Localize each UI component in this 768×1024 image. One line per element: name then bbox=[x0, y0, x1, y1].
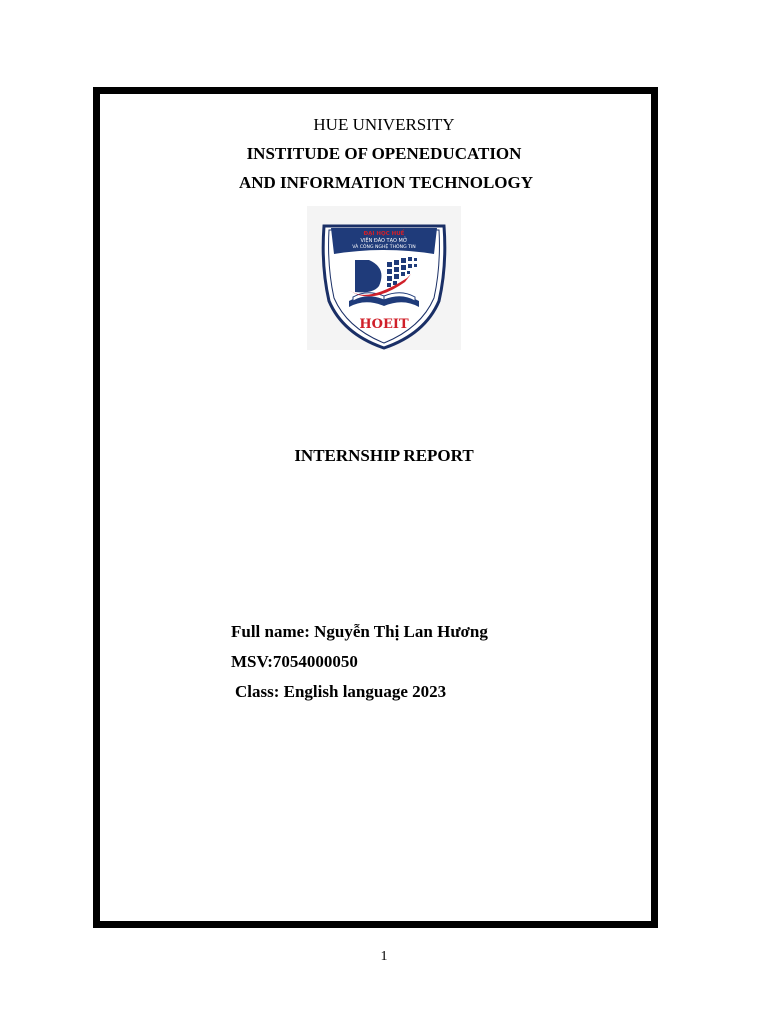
logo-banner-line-2: VIỆN ĐÀO TẠO MỞ bbox=[360, 238, 408, 244]
student-class: Class: English language 2023 bbox=[235, 682, 447, 701]
institute-name-line-2: AND INFORMATION TECHNOLOGY bbox=[238, 173, 534, 192]
student-full-name: Full name: Nguyễn Thị Lan Hương bbox=[231, 622, 488, 641]
hoeit-shield-emblem bbox=[307, 206, 461, 350]
logo-banner-line-1: ĐẠI HỌC HUẾ bbox=[363, 231, 405, 237]
logo-banner-line-3: VÀ CÔNG NGHỆ THÔNG TIN bbox=[352, 245, 416, 250]
hoeit-logo bbox=[307, 206, 461, 350]
page-number: 1 bbox=[380, 949, 388, 964]
report-title: INTERNSHIP REPORT bbox=[294, 446, 474, 465]
logo-acronym: HOEIT bbox=[359, 317, 409, 332]
university-name: HUE UNIVERSITY bbox=[313, 115, 455, 134]
student-msv: MSV:7054000050 bbox=[231, 652, 358, 671]
institute-name-line-1: INSTITUDE OF OPENEDUCATION bbox=[246, 144, 522, 163]
